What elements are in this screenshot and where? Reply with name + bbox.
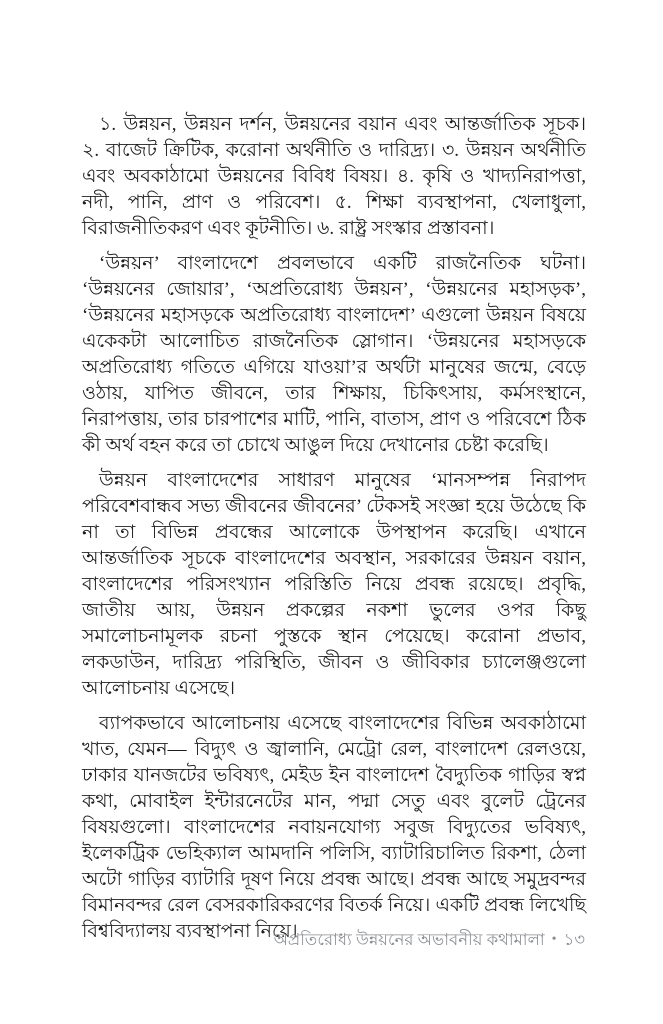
- paragraph: উন্নয়ন বাংলাদেশের সাধারণ মানুষের ‘মানসম্পন্ন নিরাপদ পরিবেশবান্ধব সভ্য জীবনের জীবনের’ টেকসই সংজ্ঞা হয়ে উঠেছে কি না তা বিভিন্ন প্রবন্ধের আলোকে উপস্থাপন করেছি। এখানে আন্তর্জাতিক সূচকে বাংলাদেশের অবস্থান, সরকারের উন্নয়ন বয়ান, বাংলাদেশের পরিসংখ্যান পরিস্তিতি নিয়ে প্রবন্ধ রয়েছে। প্রবৃদ্ধি, জাতীয় আয়, উন্নয়ন প্রকল্পের নকশা ভুলের ওপর কিছু সমালোচনামূলক রচনা পুস্তকে স্থান পেয়েছে। করোনা প্রভাব, লকডাউন, দারিদ্র্য পরিস্থিতি, জীবন ও জীবিকার চ্যালেঞ্জগুলো আলোচনায় এসেছে।: [82, 470, 586, 699]
- bullet-separator-icon: •: [551, 932, 557, 947]
- footer-running-title: অপ্রতিরোধ্য উন্নয়নের অভাবনীয় কথামালা: [273, 930, 545, 949]
- paragraph: ব্যাপকভাবে আলোচনায় এসেছে বাংলাদেশের বিভিন্ন অবকাঠামো খাত, যেমন— বিদ্যুৎ ও জ্বালানি, মেট্রো রেল, বাংলাদেশ রেলওয়ে, ঢাকার যানজটের ভবিষ্যৎ, মেইড ইন বাংলাদেশ বৈদ্যুতিক গাড়ির স্বপ্ন কথা, মোবাইল ইন্টারনেটের মান, পদ্মা সেতু এবং বুলেট ট্রেনের বিষয়গুলো। বাংলাদেশের নবায়নযোগ্য সবুজ বিদ্যুতের ভবিষ্যৎ, ইলেকট্রিক ভেহিক্যাল আমদানি পলিসি, ব্যাটারিচালিত রিকশা, ঠেলা অটো গাড়ির ব্যাটারি দূষণ নিয়ে প্রবন্ধ আছে। প্রবন্ধ আছে সমুদ্রবন্দর বিমানবন্দর রেল বেসরকারিকরণের বিতর্ক নিয়ে। একটি প্রবন্ধ লিখেছি বিশ্ববিদ্যালয় ব্যবস্থাপনা নিয়ে।: [82, 713, 586, 942]
- page-body: [82, 112, 586, 954]
- paragraph: ‘উন্নয়ন’ বাংলাদেশে প্রবলভাবে একটি রাজনৈতিক ঘটনা। ‘উন্নয়নের জোয়ার’, ‘অপ্রতিরোধ্য উন্নয়ন’, ‘উন্নয়নের মহাসড়ক’, ‘উন্নয়নের মহাসড়কে অপ্রতিরোধ্য বাংলাদেশ’ এগুলো উন্নয়ন বিষয়ে একেকটা আলোচিত রাজনৈতিক স্লোগান। ‘উন্নয়নের মহাসড়কে অপ্রতিরোধ্য গতিতে এগিয়ে যাওয়া’র অর্থটা মানুষের জন্মে, বেড়ে ওঠায়, যাপিত জীবনে, তার শিক্ষায়, চিকিৎসায়, কর্মসংস্থানে, নিরাপত্তায়, তার চারপাশের মাটি, পানি, বাতাস, প্রাণ ও পরিবেশে ঠিক কী অর্থ বহন করে তা চোখে আঙুল দিয়ে দেখানোর চেষ্টা করেছি।: [82, 253, 586, 456]
- paragraph: ১. উন্নয়ন, উন্নয়ন দর্শন, উন্নয়নের বয়ান এবং আন্তর্জাতিক সূচক। ২. বাজেট ক্রিটিক, করোনা অর্থনীতি ও দারিদ্র্য। ৩. উন্নয়ন অর্থনীতি এবং অবকাঠামো উন্নয়নের বিবিধ বিষয়। ৪. কৃষি ও খাদ্যনিরাপত্তা, নদী, পানি, প্রাণ ও পরিবেশ। ৫. শিক্ষা ব্যবস্থাপনা, খেলাধুলা, বিরাজনীতিকরণ এবং কূটনীতি। ৬. রাষ্ট্র সংস্কার প্রস্তাবনা।: [82, 114, 586, 239]
- footer-page-number: ১৩: [563, 930, 585, 949]
- running-footer: [274, 928, 585, 952]
